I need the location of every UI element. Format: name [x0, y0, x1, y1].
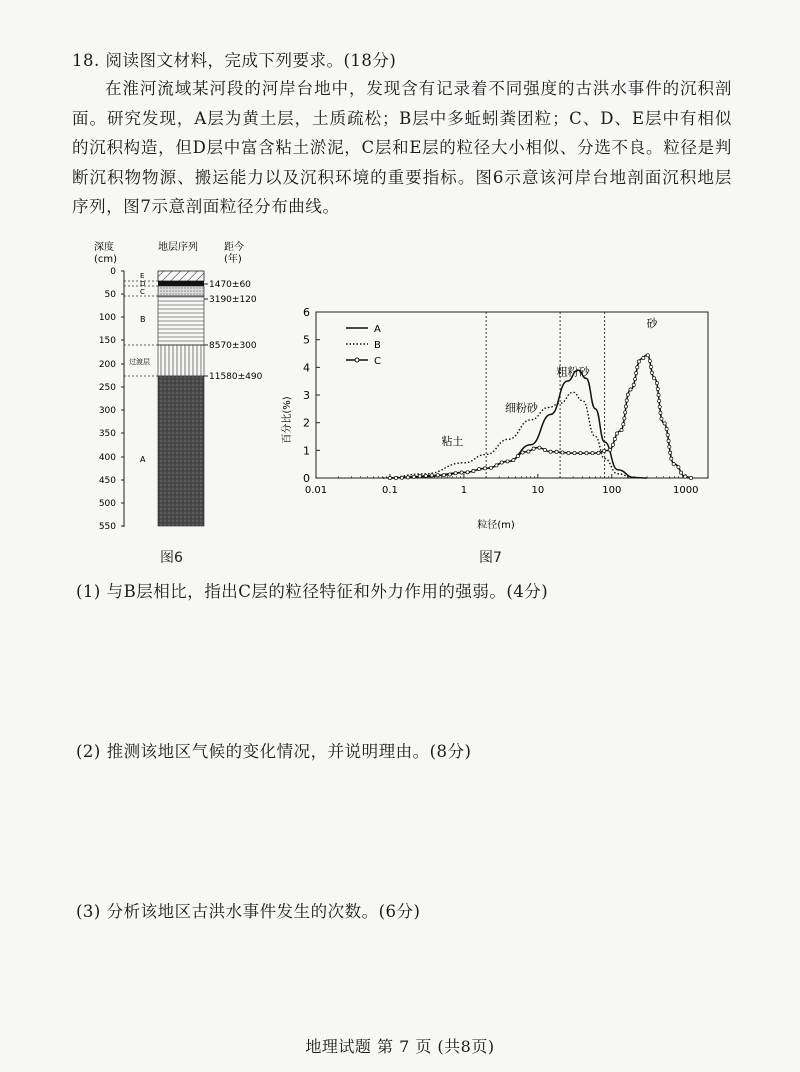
series-C-marker [649, 365, 652, 368]
series-C-marker [636, 366, 639, 369]
layer-label-A: A [140, 455, 146, 464]
series-C-marker [579, 452, 582, 455]
series-C-marker [626, 393, 629, 396]
series-C-marker [388, 476, 391, 479]
layer-C [158, 286, 204, 296]
legend-label-B: B [374, 340, 381, 351]
y-tick-label: 4 [303, 361, 310, 375]
series-C-marker [478, 467, 481, 470]
svg-text:150: 150 [98, 336, 116, 346]
series-C-marker [657, 393, 660, 396]
layer-B [158, 296, 204, 345]
series-C-marker [573, 452, 576, 455]
series-C-marker [585, 452, 588, 455]
x-tick-label: 100 [602, 485, 622, 496]
series-C-marker [472, 469, 475, 472]
series-C-marker [597, 451, 600, 454]
series-C-marker [516, 455, 519, 458]
figure7-caption: 图7 [479, 550, 502, 566]
y-tick-label: 3 [303, 389, 310, 402]
column-layers [158, 271, 204, 526]
series-C-marker [400, 476, 403, 479]
series-C-marker [653, 377, 656, 380]
depth-tick [110, 267, 124, 277]
series-C-marker [666, 433, 669, 436]
depth-tick [99, 453, 124, 463]
layer-label-transition: 过渡层 [129, 358, 150, 366]
series-C-marker [521, 451, 524, 454]
series-C-marker [436, 474, 439, 477]
x-tick-label: 1 [460, 485, 468, 496]
series-C-marker [667, 439, 670, 442]
series-C-marker [622, 423, 625, 426]
series-C-marker [454, 472, 457, 475]
series-C-marker [418, 475, 421, 478]
depth-tick [99, 499, 124, 509]
series-C-marker [624, 411, 627, 414]
layer-label-E: E [140, 272, 145, 280]
page-footer: 地理试题 第 7 页 (共8页) [305, 1037, 495, 1056]
series-C-marker [615, 432, 618, 435]
depth-header-2: (cm) [94, 254, 118, 265]
chart-ylabel: 百分比(%) [282, 396, 293, 444]
series-C-marker [406, 476, 409, 479]
series-C-marker [655, 381, 658, 384]
series-C-marker [543, 448, 546, 451]
svg-text:350: 350 [98, 429, 116, 439]
series-C-marker [500, 461, 503, 464]
series-C-marker [648, 359, 651, 362]
y-tick-label: 6 [303, 306, 310, 319]
series-C-marker [466, 471, 469, 474]
chart-xlabel: 粒径(m) [477, 520, 515, 531]
series-C-marker [669, 451, 672, 454]
depth-ticks [99, 267, 124, 532]
figure7-grain-size-chart [276, 300, 716, 532]
series-A-line [390, 370, 647, 478]
series-C-marker [672, 462, 675, 465]
series-C-marker [632, 383, 635, 386]
depth-tick [99, 429, 124, 439]
depth-header-1: 深度 [94, 242, 114, 253]
series-C-line [390, 355, 692, 478]
series-C-marker [611, 443, 614, 446]
svg-text:550: 550 [98, 522, 116, 532]
series-C-marker [656, 387, 659, 390]
series-C-marker [668, 445, 671, 448]
svg-text:0: 0 [110, 267, 116, 277]
age-label: 11580±490 [209, 372, 263, 382]
age-label: 1470±60 [209, 280, 251, 290]
depth-tick [99, 313, 124, 323]
svg-text:250: 250 [98, 383, 116, 393]
x-tick-label: 10 [531, 485, 545, 496]
series-C-marker [623, 417, 626, 420]
layer-label-C: C [140, 288, 145, 296]
series-C-marker [608, 448, 611, 451]
sequence-header: 地层序列 [158, 242, 198, 253]
question-title: 18. 阅读图文材料，完成下列要求。(18分) [72, 51, 397, 70]
series-C-marker [629, 388, 632, 391]
series-C-marker [642, 356, 645, 359]
question-paragraph: 在淮河流域某河段的河岸台地中，发现含有记录着不同强度的古洪水事件的沉积剖面。研究发现，A层为黄土层，土质疏松；B层中多蚯蚓粪团粒；C、D、E层中有相似的沉积构造，但D层中富含粘土淤泥，C层和E层的粒径大小相似、分选不良。粒径是判断沉积物物源、搬运能力以及沉积环境的重要指标。图6示意该河岸台地剖面沉积地层序列，图7示意剖面粒径分布曲线。 [72, 79, 732, 216]
series-C-marker [665, 427, 668, 430]
x-tick-label: 0.01 [304, 485, 328, 496]
y-tick-label: 1 [303, 444, 310, 458]
series-C-marker [412, 475, 415, 478]
series-C-marker [448, 473, 451, 476]
age-label: 3190±120 [209, 295, 257, 305]
age-label: 8570±300 [209, 341, 257, 351]
depth-tick [99, 336, 124, 346]
depth-tick [105, 290, 124, 300]
depth-tick [99, 360, 124, 370]
plot-frame [316, 312, 708, 478]
region-label: 砂 [646, 317, 658, 331]
series-C-marker [635, 372, 638, 375]
series-C-marker [512, 459, 515, 462]
svg-text:100: 100 [98, 313, 116, 323]
chart-legend [346, 324, 381, 367]
layer-E [158, 271, 204, 281]
layer-label-B: B [140, 315, 146, 324]
depth-tick [99, 406, 124, 416]
sub-question-2: (2) 推测该地区气候的变化情况，并说明理由。(8分) [76, 742, 472, 761]
series-C-marker [394, 476, 397, 479]
series-C-marker [633, 377, 636, 380]
series-C-marker [620, 428, 623, 431]
legend-label-A: A [374, 324, 381, 335]
series-C-marker [637, 360, 640, 363]
series-C-marker [650, 371, 653, 374]
series-C-marker [658, 405, 661, 408]
series-C-marker [483, 467, 486, 470]
depth-tick [99, 476, 124, 486]
series-C-marker [442, 474, 445, 477]
series-C-marker [538, 446, 541, 449]
series-C-marker [506, 460, 509, 463]
svg-text:500: 500 [98, 499, 116, 509]
chart-series [383, 354, 693, 480]
series-C-marker [561, 451, 564, 454]
series-C-marker [658, 399, 661, 402]
figure6-caption: 图6 [160, 550, 183, 566]
sub-question-3: (3) 分析该地区古洪水事件发生的次数。(6分) [76, 902, 421, 921]
series-C-marker [689, 476, 692, 479]
series-C-marker [424, 474, 427, 477]
series-C-marker [684, 475, 687, 478]
layer-transition [158, 345, 204, 376]
series-C-marker [660, 417, 663, 420]
series-C-marker [625, 399, 628, 402]
region-label: 细粉砂 [504, 401, 538, 415]
region-label: 粘土 [441, 434, 464, 448]
series-C-marker [527, 450, 530, 453]
svg-text:200: 200 [98, 360, 116, 370]
age-markers [204, 280, 263, 382]
region-label: 粗粉砂 [556, 365, 590, 379]
series-C-marker [613, 437, 616, 440]
series-C-marker [489, 466, 492, 469]
x-tick-label: 0.1 [381, 485, 398, 496]
depth-tick [99, 383, 124, 393]
series-C-marker [555, 450, 558, 453]
series-C-marker [624, 405, 627, 408]
svg-text:400: 400 [98, 453, 116, 463]
layer-D [158, 281, 204, 286]
series-C-marker [677, 466, 680, 469]
age-header-1: 距今 [224, 242, 244, 253]
svg-text:450: 450 [98, 476, 116, 486]
series-C-marker [430, 474, 433, 477]
series-C-marker [679, 471, 682, 474]
figure6-stratigraphic-column [88, 236, 288, 546]
layer-label-D: D [140, 280, 146, 288]
legend-marker-C [355, 358, 359, 362]
series-C-marker [495, 464, 498, 467]
legend-label-C: C [374, 356, 381, 367]
layer-A [158, 376, 204, 526]
series-C-marker [532, 447, 535, 450]
depth-tick [99, 522, 124, 532]
series-C-marker [591, 452, 594, 455]
y-tick-label: 0 [303, 472, 310, 485]
y-tick-label: 5 [303, 333, 310, 347]
series-C-marker [460, 471, 463, 474]
age-header-2: (年) [224, 254, 242, 265]
series-C-marker [549, 450, 552, 453]
x-tick-label: 1000 [673, 485, 699, 496]
series-C-marker [646, 354, 649, 357]
series-C-marker [659, 411, 662, 414]
svg-text:50: 50 [104, 290, 116, 300]
y-tick-label: 2 [303, 416, 310, 430]
sub-question-1: (1) 与B层相比，指出C层的粒径特征和外力作用的强弱。(4分) [76, 582, 549, 601]
series-C-marker [567, 451, 570, 454]
svg-text:300: 300 [98, 406, 116, 416]
series-C-marker [603, 449, 606, 452]
series-C-marker [670, 457, 673, 460]
series-C-marker [663, 422, 666, 425]
